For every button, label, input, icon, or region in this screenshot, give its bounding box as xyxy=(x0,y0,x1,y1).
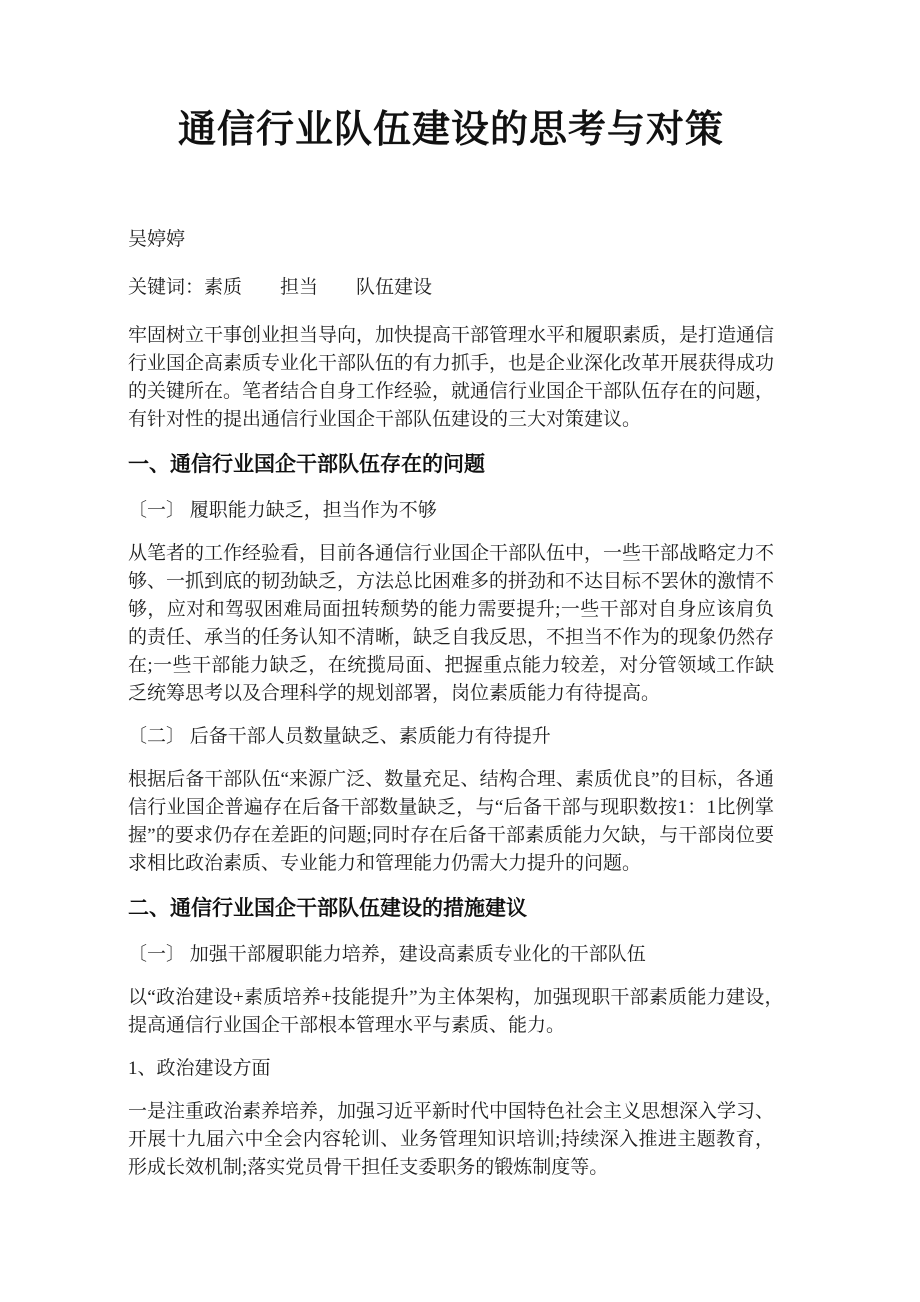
keywords-line: 关键词：素质 担当 队伍建设 xyxy=(128,277,433,298)
document-title: 通信行业队伍建设的思考与对策 xyxy=(177,109,724,151)
section-2-point-1-body: 一是注重政治素养培养，加强习近平新时代中国特色社会主义思想深入学习、开展十九届六中全会内容轮训、业务管理知识培训;持续深入推进主题教育，形成长效机制;落实党员骨干担任支委职务的锻炼制度等。 xyxy=(128,1101,775,1178)
section-2-item-1-body: 以“政治建设+素质培养+技能提升”为主体架构，加强现职干部素质能力建设， 提高通信行业国企干部根本管理水平与素质、能力。 xyxy=(128,987,794,1036)
section-2-item-1-heading: 〔一〕 加强干部履职能力培养，建设高素质专业化的干部队伍 xyxy=(128,944,646,965)
section-2-point-1-heading: 1、政治建设方面 xyxy=(128,1058,271,1079)
section-1-item-2-body: 根据后备干部队伍“来源广泛、数量充足、结构合理、素质优良”的目标，各通信行业国企普遍存在后备干部数量缺乏，与“后备干部与现职数按1：1比例掌握”的要求仍存在差距的问题;同时存在后备干部素质能力欠缺，与干部岗位要求相比政治素质、专业能力和管理能力仍需大力提升的问题。 xyxy=(128,769,774,874)
section-1-item-1-heading: 〔一〕 履职能力缺乏，担当作为不够 xyxy=(128,500,437,521)
section-2-heading: 二、通信行业国企干部队伍建设的措施建议 xyxy=(128,896,527,920)
intro-paragraph: 牢固树立干事创业担当导向，加快提高干部管理水平和履职素质，是打造通信行业国企高素质专业化干部队伍的有力抓手，也是企业深化改革开展获得成功的关键所在。笔者结合自身工作经验，就通信行业国企干部队伍存在的问题，有针对性的提出通信行业国企干部队伍建设的三大对策建议。 xyxy=(128,325,775,430)
section-1-heading: 一、通信行业国企干部队伍存在的问题 xyxy=(128,452,485,476)
section-1-item-2-heading: 〔二〕 后备干部人员数量缺乏、素质能力有待提升 xyxy=(128,726,551,747)
section-1-item-1-body: 从笔者的工作经验看，目前各通信行业国企干部队伍中，一些干部战略定力不够、一抓到底的韧劲缺乏，方法总比困难多的拼劲和不达目标不罢休的激情不够，应对和驾驭困难局面扭转颓势的能力需要提升;一些干部对自身应该肩负的责任、承当的任务认知不清晰，缺乏自我反思，不担当不作为的现象仍然存在;一些干部能力缺乏，在统揽局面、把握重点能力较差，对分管领域工作缺乏统筹思考以及合理科学的规划部署，岗位素质能力有待提高。 xyxy=(128,543,775,704)
author-line: 吴婷婷 xyxy=(128,229,186,250)
